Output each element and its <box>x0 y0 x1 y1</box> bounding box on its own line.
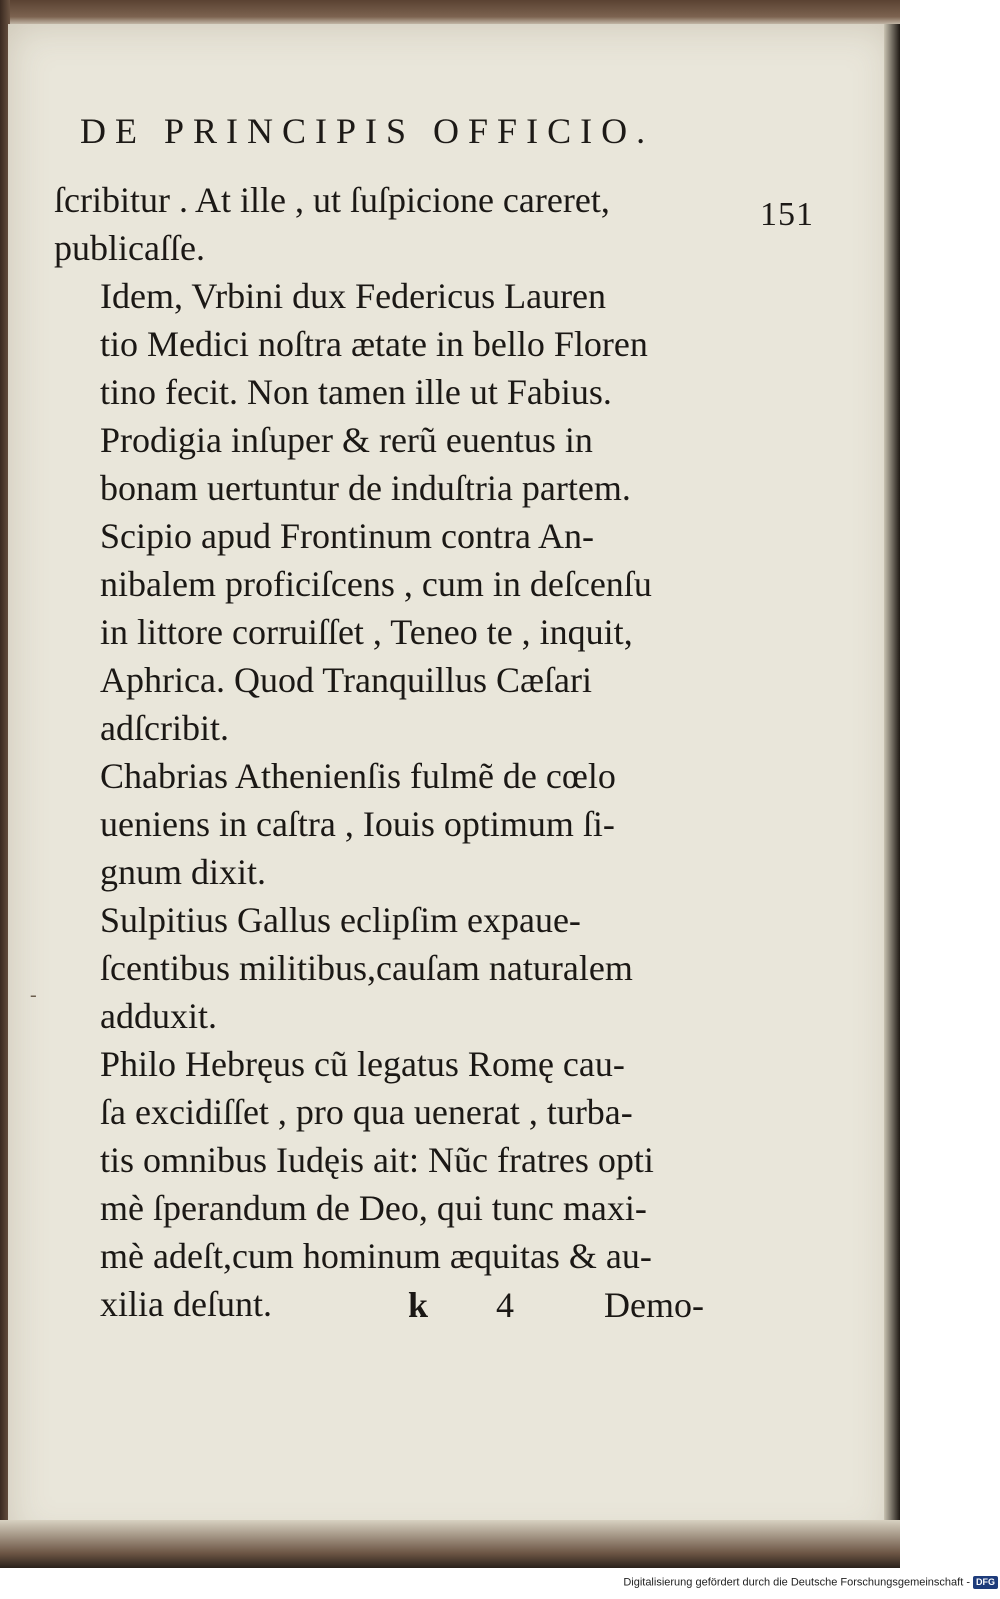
text-line: mè ſperandum de Deo, qui tunc maxi- <box>100 1188 647 1228</box>
text-line: ſcribitur . At ille , ut ſuſpicione careret, <box>54 180 610 220</box>
text-line: xilia deſunt. <box>100 1284 272 1324</box>
running-head-title: DE PRINCIPIS OFFICIO. <box>80 111 655 151</box>
text-line: gnum dixit. <box>100 852 267 892</box>
book-page <box>8 24 894 1544</box>
paragraph <box>54 416 734 512</box>
text-line: Chabrias Athenienſis fulmẽ de cœlo <box>100 756 616 796</box>
text-line: nibalem proficiſcens , cum in deſcenſu <box>100 564 652 604</box>
margin-mark: - <box>30 984 37 1006</box>
paragraph <box>54 272 734 416</box>
text-line: ſa excidiſſet , pro qua uenerat , turba- <box>100 1092 633 1132</box>
text-line: ſcentibus militibus,cauſam naturalem <box>100 948 633 988</box>
text-line: publicaſſe. <box>54 228 205 268</box>
text-line: Scipio apud Frontinum contra An- <box>100 516 594 556</box>
page-right-shadow <box>884 24 900 1568</box>
dfg-logo: DFG <box>973 1576 998 1589</box>
paragraph <box>54 512 734 752</box>
text-line: ueniens in caſtra , Iouis optimum ſi- <box>100 804 615 844</box>
text-line: in littore corruiſſet , Teneo te , inquit, <box>100 612 633 652</box>
text-line: Idem, Vrbini dux Federicus Lauren <box>100 276 607 316</box>
text-line: adduxit. <box>100 996 217 1036</box>
paragraph <box>54 176 734 272</box>
page-footer <box>408 1284 768 1334</box>
text-line: Aphrica. Quod Tranquillus Cæſari <box>100 660 592 700</box>
credit-text: Digitalisierung gefördert durch die Deutsche Forschungsgemeinschaft - <box>623 1576 970 1589</box>
page-number: 151 <box>760 196 814 233</box>
signature-number: 4 <box>496 1285 514 1325</box>
text-line: tio Medici noſtra ætate in bello Floren <box>100 324 648 364</box>
text-line: Sulpitius Gallus eclipſim expaue- <box>100 900 581 940</box>
text-line: tis omnibus Iudęis ait: Nũc fratres opti <box>100 1140 654 1180</box>
digitization-credit <box>580 1576 998 1596</box>
signature-mark: k <box>408 1285 429 1325</box>
paragraph <box>54 896 734 1040</box>
text-line: Prodigia inſuper & rerũ euentus in <box>100 420 593 460</box>
catchword: Demo- <box>604 1285 704 1325</box>
text-line: adſcribit. <box>100 708 229 748</box>
paragraph <box>54 752 734 896</box>
text-line: mè adeſt,cum hominum æquitas & au- <box>100 1236 652 1276</box>
text-line: Philo Hebręus cũ legatus Romę cau- <box>100 1044 625 1084</box>
text-line: bonam uertuntur de induſtria partem. <box>100 468 631 508</box>
body-text <box>54 176 734 1328</box>
page-bottom-shadow <box>0 1520 900 1568</box>
text-line: tino fecit. Non tamen ille ut Fabius. <box>100 372 612 412</box>
